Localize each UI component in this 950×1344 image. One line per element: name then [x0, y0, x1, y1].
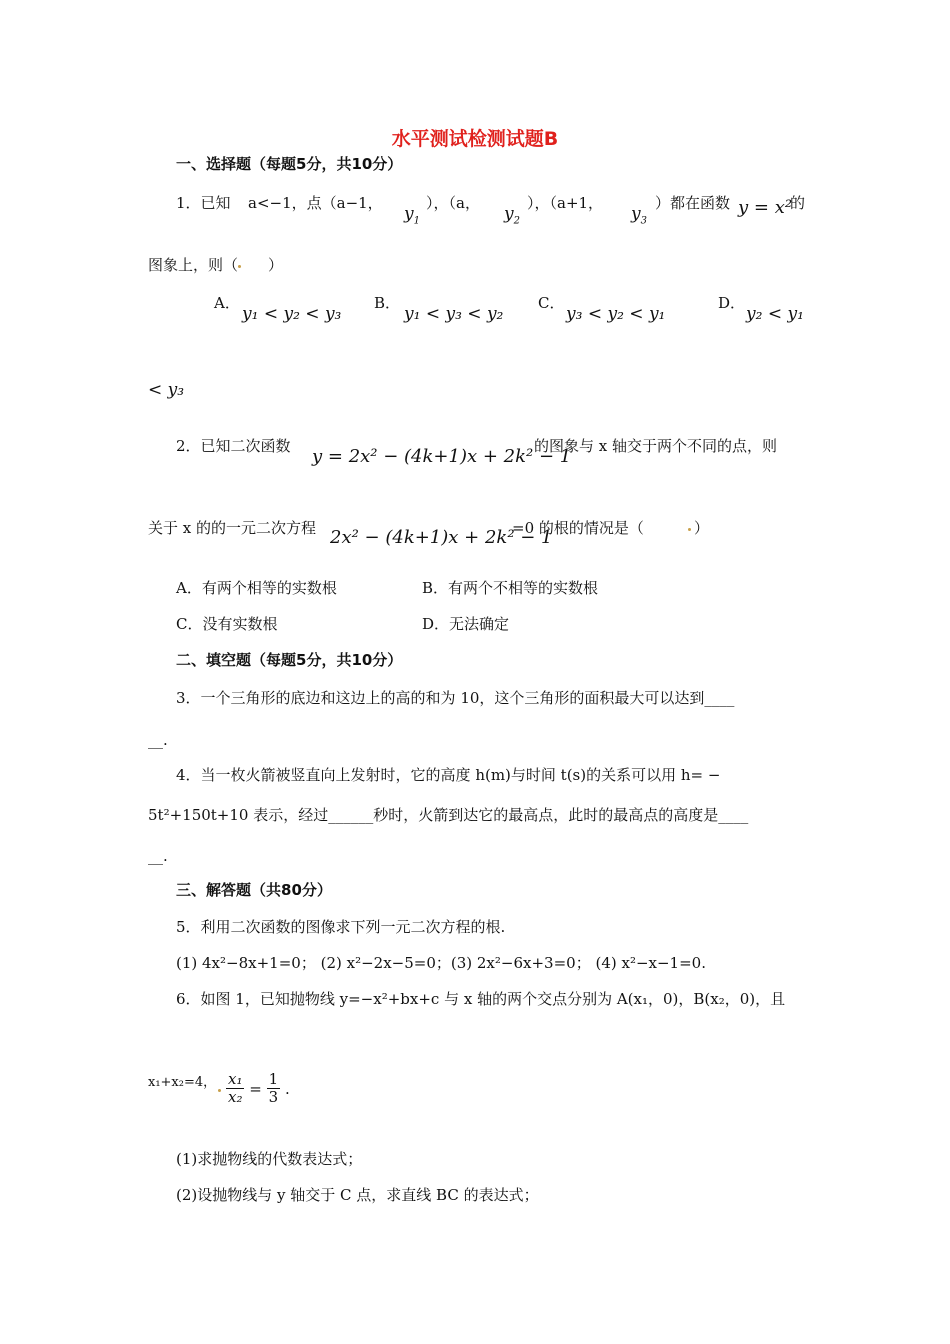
q1-y1: $y_1$ — [404, 204, 420, 227]
q1-stem-c: ），（a， — [426, 194, 480, 212]
q6-frac-den: x₂ — [228, 1088, 243, 1107]
q1-option-b-expr: y₁ < y₃ < y₂ — [404, 304, 504, 324]
q1-option-d-expr: y₂ < y₁ — [746, 304, 804, 324]
q2-blank — [688, 519, 691, 537]
q2-option-d: D．无法确定 — [422, 615, 510, 633]
q1-stem-a: 1．已知 — [176, 194, 231, 212]
q2-stem-e: ） — [694, 519, 710, 537]
section-heading-fill: 二、填空题（每题5分，共10分） — [176, 651, 403, 669]
q3-line1: 3．一个三角形的底边和这边上的高的和为 10，这个三角形的面积最大可以达到____ — [176, 689, 735, 707]
q2-option-c: C．没有实数根 — [176, 615, 278, 633]
q6-frac2-num: 1 — [268, 1070, 279, 1088]
q1-y3: $y_3$ — [631, 204, 647, 227]
q1-stem-h: ） — [268, 256, 284, 274]
section-heading-choice: 一、选择题（每题5分，共10分） — [176, 155, 403, 173]
q6-fraction-x — [226, 1071, 244, 1107]
q2-stem-d: =0 的根的情况是（ — [512, 519, 644, 537]
q3-line2: __. — [148, 731, 168, 749]
q2-stem-a: 2．已知二次函数 — [176, 437, 291, 455]
q6-sub1: (1)求抛物线的代数表达式； — [176, 1150, 363, 1168]
q2-stem-b: 的图象与 x 轴交于两个不同的点，则 — [534, 437, 777, 455]
q5-line2: (1) 4x²−8x+1=0； (2) x²−2x−5=0；(3) 2x²−6x+3=0； (4) x²−x−1=0. — [176, 954, 706, 972]
q1-stem-e: ）都在函数 — [655, 194, 731, 212]
q1-stem-d: ），（a+1， — [527, 194, 604, 212]
q2-function: y = 2x² − (4k+1)x + 2k² − 1 — [312, 446, 572, 467]
q1-option-c-label: C． — [538, 294, 565, 312]
page-title: 水平测试检测试题B — [391, 128, 559, 150]
q1-option-c-expr: y₃ < y₂ < y₁ — [566, 304, 666, 324]
q4-line2: 5t²+150t+10 表示，经过______秒时，火箭到达它的最高点，此时的最高点的高度是____ — [148, 806, 749, 824]
q1-stem-b: a<−1，点（a−1， — [248, 194, 383, 212]
q1-y2: $y_2$ — [504, 204, 520, 227]
q4-line3: __. — [148, 847, 168, 865]
q1-stem-f: 的 — [790, 194, 806, 212]
q6-frac-num: x₁ — [228, 1070, 243, 1088]
q1-option-d-cont: < y₃ — [148, 380, 185, 400]
q6-marker — [218, 1080, 221, 1098]
q1-option-a-label: A． — [214, 294, 240, 312]
section-heading-solve: 三、解答题（共80分） — [176, 881, 332, 899]
q1-option-a-expr: y₁ < y₂ < y₃ — [242, 304, 342, 324]
q1-blank — [238, 256, 241, 274]
q1-stem-g: 图象上，则（ — [148, 256, 239, 274]
q6-sub2: (2)设抛物线与 y 轴交于 C 点，求直线 BC 的表达式； — [176, 1186, 539, 1204]
q6-end: . — [284, 1079, 290, 1098]
q2-option-a: A．有两个相等的实数根 — [176, 579, 337, 597]
q6-ratio — [226, 1071, 290, 1107]
q6-fraction-value — [267, 1071, 281, 1107]
q1-option-d-label: D． — [718, 294, 746, 312]
q1-function: y = x² — [738, 197, 793, 218]
q1-option-b-label: B． — [374, 294, 401, 312]
q5-line1: 5．利用二次函数的图像求下列一元二次方程的根. — [176, 918, 506, 936]
q2-equation: 2x² − (4k+1)x + 2k² − 1 — [330, 527, 553, 548]
q2-stem-c: 关于 x 的的一元二次方程 — [148, 519, 316, 537]
q6-frac2-den: 3 — [268, 1088, 279, 1107]
q2-option-b: B．有两个不相等的实数根 — [422, 579, 599, 597]
q6-line2: x₁+x₂=4， — [148, 1075, 217, 1090]
q6-eq-sign: = — [249, 1079, 262, 1098]
q6-line1: 6．如图 1，已知抛物线 y=−x²+bx+c 与 x 轴的两个交点分别为 A(x₁，0)，B(x₂，0)，且 — [176, 990, 786, 1008]
q4-line1: 4．当一枚火箭被竖直向上发射时，它的高度 h(m)与时间 t(s)的关系可以用 h= − — [176, 766, 721, 784]
